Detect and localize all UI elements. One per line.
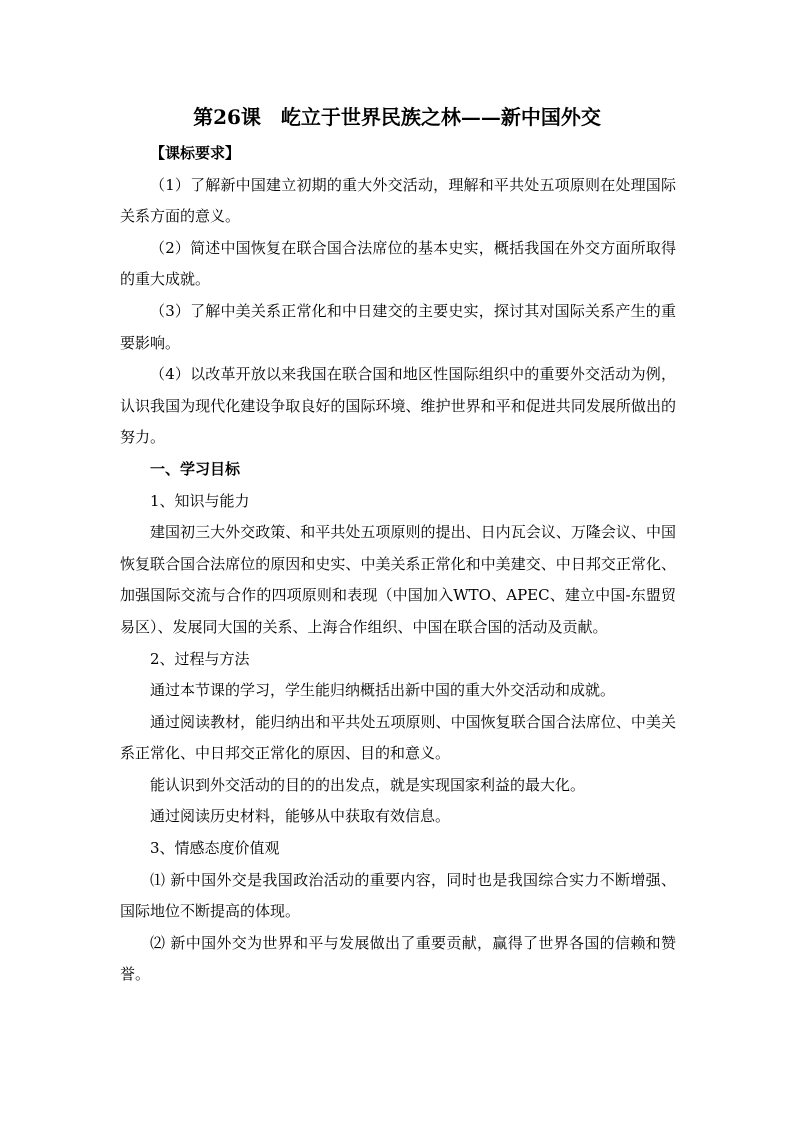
requirement-paragraph-4: （4）以改革开放以来我国在联合国和地区性国际组织中的重要外交活动为例，认识我国为现代化建设争取良好的国际环境、维护世界和平和促进共同发展所做出的努力。: [120, 365, 676, 447]
requirement-paragraph-2: （2）简述中国恢复在联合国合法席位的基本史实，概括我国在外交方面所取得的重大成就。: [120, 238, 676, 289]
process-paragraph-1: 通过本节课的学习，学生能归纳概括出新中国的重大外交活动和成就。: [150, 681, 616, 700]
page-title: 第26课 屹立于世界民族之林——新中国外交: [193, 105, 601, 129]
process-paragraph-3: 能认识到外交活动的目的的出发点，就是实现国家利益的最大化。: [150, 775, 586, 794]
requirement-paragraph-1: （1）了解新中国建立初期的重大外交活动，理解和平共处五项原则在处理国际关系方面的意义。: [120, 175, 676, 226]
section-heading-objectives: 一、学习目标: [150, 459, 241, 478]
document-body: [120, 138, 676, 991]
requirement-paragraph-3: （3）了解中美关系正常化和中日建交的主要史实，探讨其对国际关系产生的重要影响。: [120, 301, 676, 352]
values-paragraph-2: ⑵ 新中国外交为世界和平与发展做出了重要贡献，赢得了世界各国的信赖和赞誉。: [120, 933, 676, 984]
subheading-knowledge: 1、知识与能力: [150, 491, 250, 510]
process-paragraph-2: 通过阅读教材，能归纳出和平共处五项原则、中国恢复联合国合法席位、中美关系正常化、中日邦交正常化的原因、目的和意义。: [120, 712, 676, 763]
process-paragraph-4: 通过阅读历史材料，能够从中获取有效信息。: [150, 807, 451, 826]
values-paragraph-1: ⑴ 新中国外交是我国政治活动的重要内容，同时也是我国综合实力不断增强、国际地位不断提高的体现。: [120, 870, 676, 921]
subheading-process: 2、过程与方法: [150, 649, 250, 668]
section-heading-curriculum: 【课标要求】: [150, 144, 241, 162]
subheading-values: 3、情感态度价值观: [150, 839, 280, 858]
knowledge-paragraph: 建国初三大外交政策、和平共处五项原则的提出、日内瓦会议、万隆会议、中国恢复联合国合法席位的原因和史实、中美关系正常化和中美建交、中日邦交正常化、加强国际交流与合作的四项原则和表现（中国加入WTO、APEC、建立中国-东盟贸易区）、发展同大国的关系、上海合作组织、中国在联合国的活动及贡献。: [120, 523, 676, 636]
